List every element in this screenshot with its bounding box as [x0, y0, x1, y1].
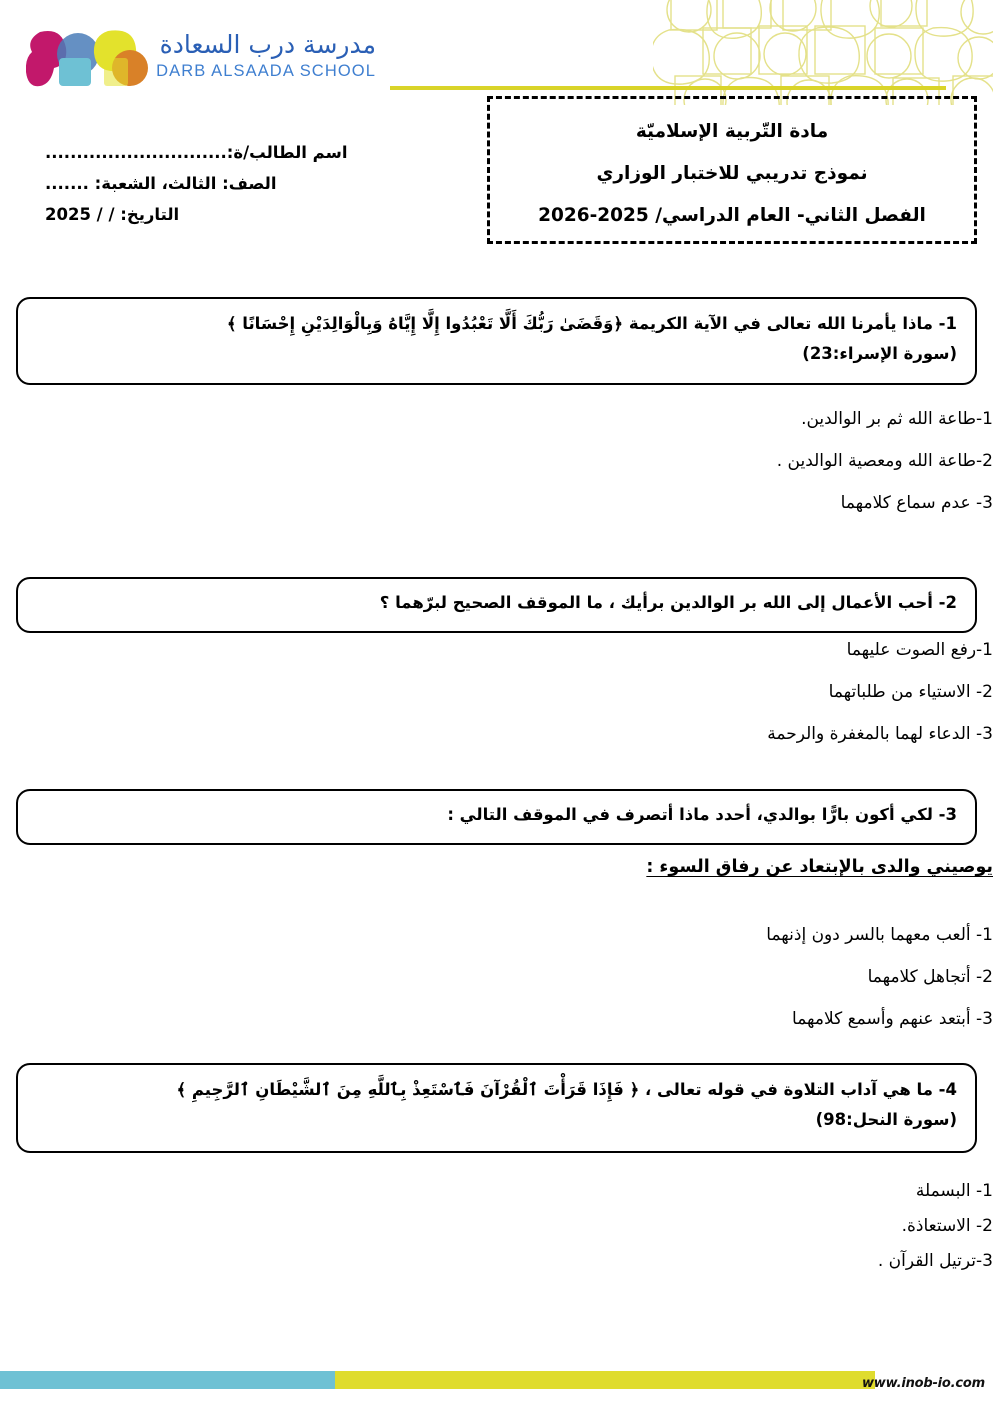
question-1-prompt: 1- ماذا يأمرنا الله تعالى في الآية الكريمة ﴿وَقَضَىٰ رَبُّكَ أَلَّا تَعْبُدُوا إِلَّا إِيَّاهُ وَبِالْوَالِدَيْنِ إِحْسَانًا ﴾	[226, 314, 957, 333]
question-3-sub-prompt: يوصيني والدى بالإبتعاد عن رفاق السوء :	[646, 857, 993, 877]
question-box-4	[16, 1063, 977, 1153]
option-item[interactable]: 2-طاعة الله ومعصية الوالدين .	[776, 451, 993, 471]
question-3-prompt: 3- لكي أكون بارًّا بوالدي، أحدد ماذا أتصرف في الموقف التالي :	[447, 805, 957, 824]
question-1-options	[40, 398, 993, 524]
footer-bar-yellow	[335, 1371, 875, 1389]
logo-arabic-name: مدرسة درب السعادة	[159, 30, 376, 59]
exam-subject: مادة التّربية الإسلاميّة	[635, 121, 829, 142]
exam-title-box	[487, 96, 977, 244]
option-item[interactable]: 2- أتجاهل كلامهما	[867, 967, 993, 987]
exam-type: نموذج تدريبي للاختبار الوزاري	[596, 163, 868, 184]
footer-website-url[interactable]: www.inob-io.com	[862, 1376, 985, 1391]
school-logo	[26, 28, 376, 90]
option-item[interactable]: 1-رفع الصوت عليهما	[846, 640, 993, 660]
question-box-2	[16, 577, 977, 633]
option-item[interactable]: 3- أبتعد عنهم وأسمع كلامهما	[792, 1009, 993, 1029]
option-item[interactable]: 3-ترتيل القرآن .	[877, 1251, 993, 1271]
option-item[interactable]: 2- الاستياء من طلباتهما	[828, 682, 993, 702]
option-item[interactable]: 2- الاستعاذة.	[901, 1216, 993, 1236]
option-item[interactable]: 1- البسملة	[915, 1181, 993, 1201]
question-2-prompt: 2- أحب الأعمال إلى الله بر الوالدين برأيك ، ما الموقف الصحيح لبرّهما ؟	[379, 593, 957, 612]
student-grade-line: الصف: الثالث، الشعبة: .......	[45, 174, 277, 193]
option-item[interactable]: 1-طاعة الله ثم بر الوالدين.	[801, 409, 993, 429]
header-yellow-rule	[390, 86, 946, 90]
question-4-prompt: 4- ما هي آداب التلاوة في قوله تعالى ، ﴿ فَإِذَا قَرَأْتَ ٱلْقُرْآنَ فَٱسْتَعِذْ بِٱللَّهِ مِنَ ٱلشَّيْطَانِ ٱلرَّجِيمِ ﴾	[176, 1080, 957, 1099]
exam-term-year: الفصل الثاني- العام الدراسي/ 2025-2026	[538, 205, 926, 226]
question-box-1	[16, 297, 977, 385]
question-2-options	[40, 629, 993, 755]
student-info-block	[45, 137, 445, 230]
question-1-reference: (سورة الإسراء:23)	[802, 344, 957, 363]
question-box-3	[16, 789, 977, 845]
logo-english-name: DARB ALSAADA SCHOOL	[156, 62, 376, 80]
question-4-options	[40, 1174, 993, 1279]
question-4-reference: (سورة النحل:98)	[815, 1110, 957, 1129]
option-item[interactable]: 3- عدم سماع كلامهما	[840, 493, 993, 513]
student-date-line: التاريخ: / / 2025	[45, 205, 180, 224]
option-item[interactable]: 3- الدعاء لهما بالمغفرة والرحمة	[767, 724, 993, 744]
option-item[interactable]: 1- ألعب معهما بالسر دون إذنهما	[766, 925, 993, 945]
student-name-line: اسم الطالب/ة:.............................	[45, 143, 348, 162]
question-3-options	[40, 914, 993, 1040]
footer-bar-cyan	[0, 1371, 335, 1389]
